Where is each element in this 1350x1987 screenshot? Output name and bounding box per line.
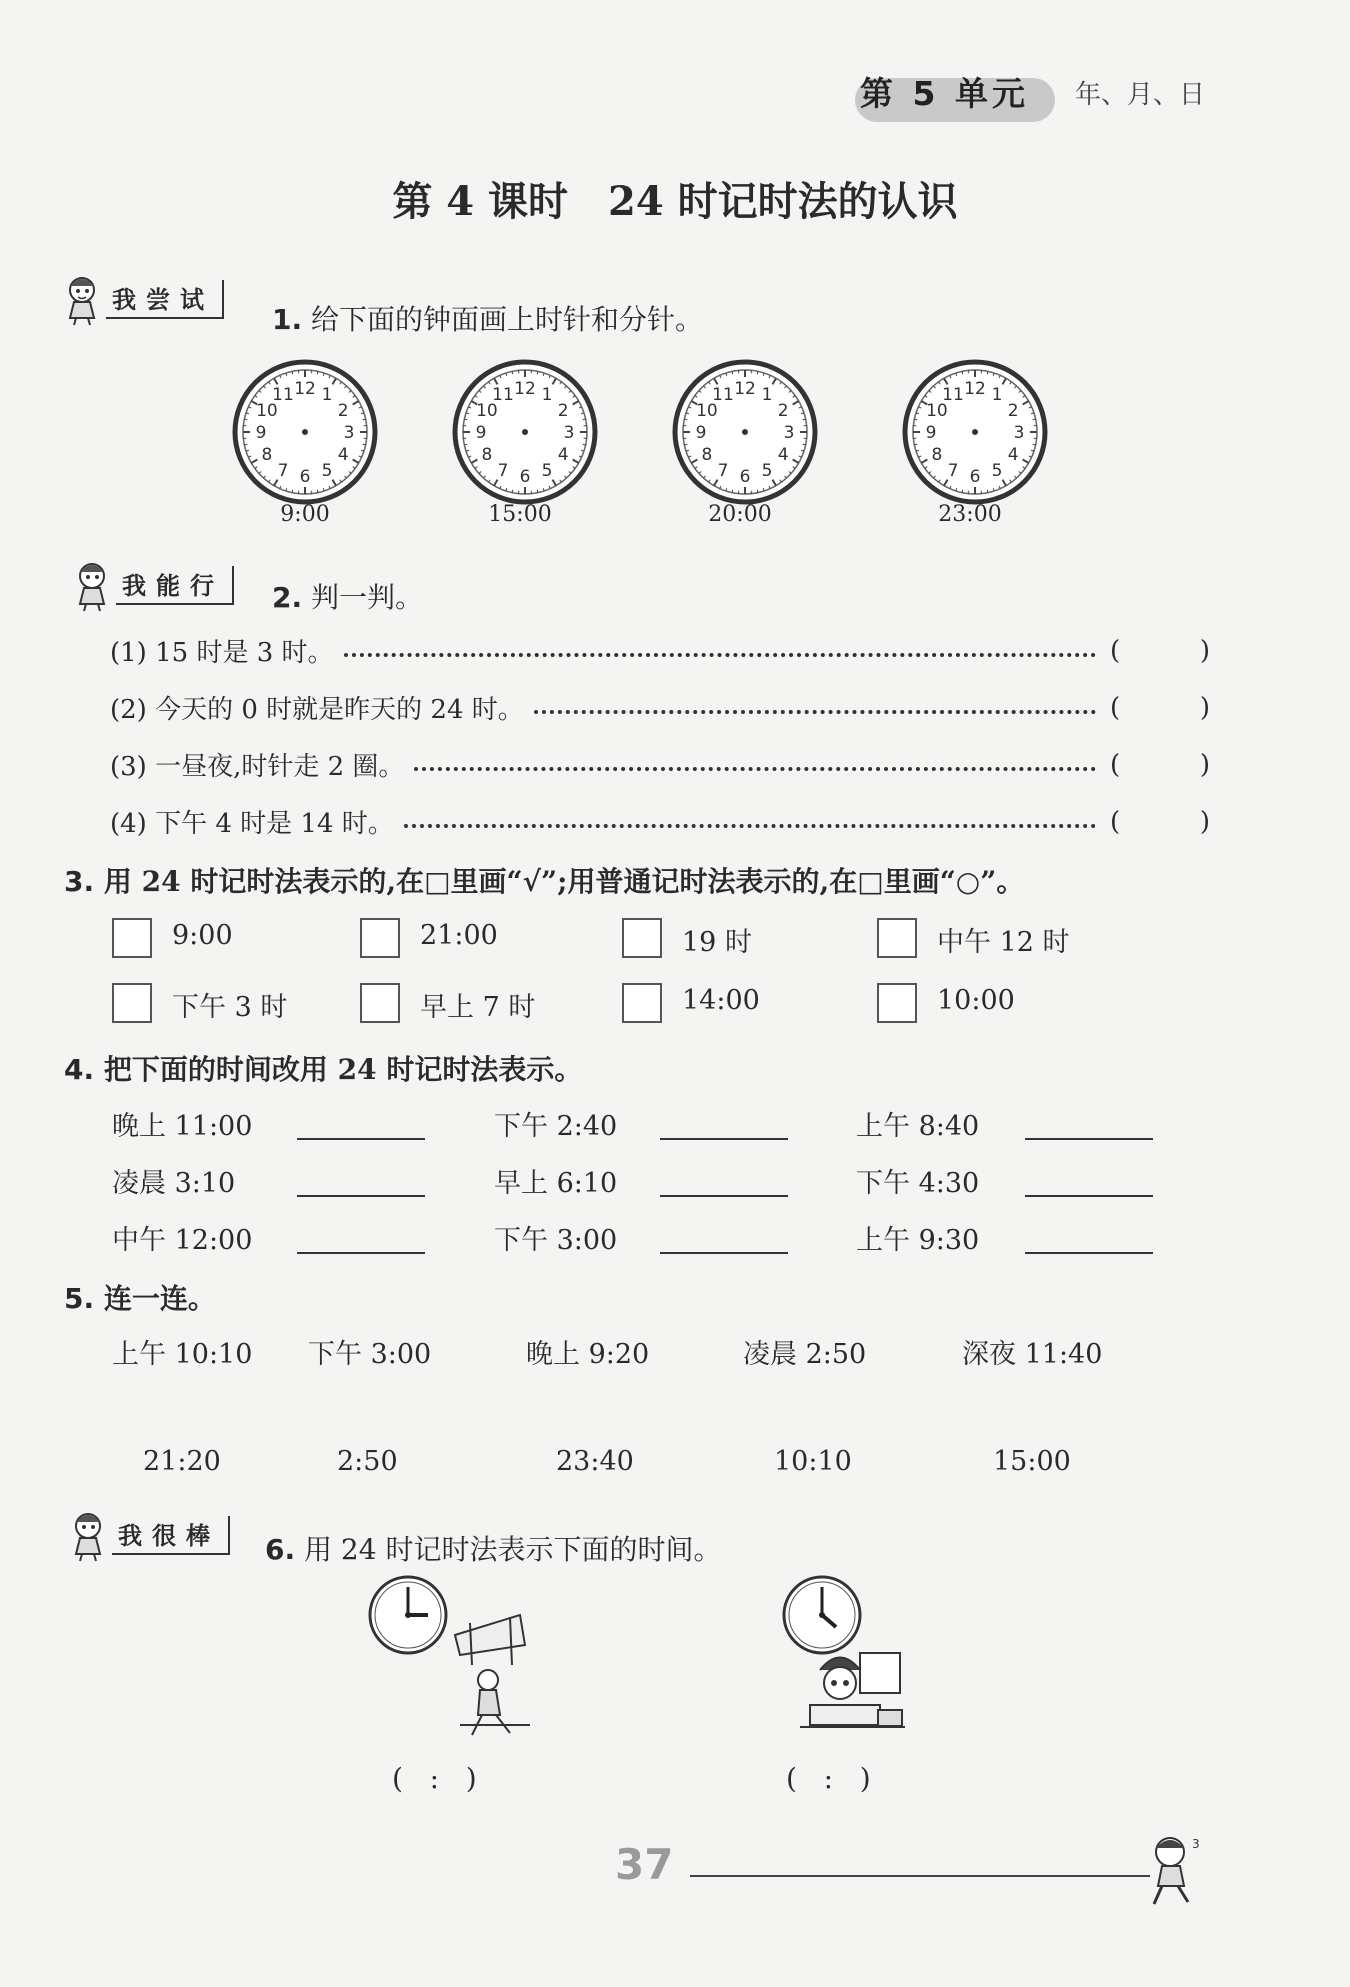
answer-parentheses[interactable]: ( ) xyxy=(1110,806,1210,837)
clock-center xyxy=(972,429,978,435)
unit-topic: 年、月、日 xyxy=(1075,80,1206,110)
clock-numeral: 2 xyxy=(557,401,569,421)
q4-time: 凌晨 3:10 xyxy=(112,1168,236,1199)
clock-numeral: 4 xyxy=(557,445,569,465)
checkbox[interactable] xyxy=(112,918,152,958)
match-bottom-item[interactable]: 21:20 xyxy=(143,1446,221,1477)
match-bottom-item[interactable]: 23:40 xyxy=(556,1446,634,1477)
clock-numeral: 4 xyxy=(777,445,789,465)
judge-item-3 xyxy=(110,746,1210,783)
clock-tick xyxy=(684,444,687,445)
clock-tick xyxy=(757,371,758,374)
q6-answer-2[interactable]: ( : ) xyxy=(786,1762,871,1795)
answer-blank[interactable] xyxy=(660,1252,788,1254)
q3-option: 早上 7 时 xyxy=(420,992,536,1023)
svg-text:3: 3 xyxy=(1192,1837,1200,1851)
clock-numeral: 1 xyxy=(991,384,1003,405)
q6-prompt xyxy=(265,1528,721,1568)
clock-tick xyxy=(803,419,806,420)
q3-option: 9:00 xyxy=(172,920,233,951)
q4-time: 下午 2:40 xyxy=(494,1111,618,1142)
q5-text: 连一连。 xyxy=(103,1282,216,1315)
q1-text: 给下面的钟面画上时针和分针。 xyxy=(311,303,704,336)
clock-tick xyxy=(803,444,806,445)
badge-can xyxy=(70,558,234,612)
clock-numeral: 3 xyxy=(563,423,575,443)
clock-numeral: 7 xyxy=(497,461,509,482)
match-top-item[interactable]: 下午 3:00 xyxy=(308,1339,432,1370)
q3-option: 19 时 xyxy=(682,927,752,958)
clock-numeral: 9 xyxy=(475,423,487,443)
clock-numeral: 12 xyxy=(734,379,756,399)
clock-face-icon[interactable] xyxy=(905,362,1045,502)
clock-tick xyxy=(363,444,366,445)
clock-label-4: 23:00 xyxy=(938,502,1002,527)
leader-dots xyxy=(344,653,1096,657)
clock-tick xyxy=(317,371,318,374)
answer-parentheses[interactable]: ( ) xyxy=(1110,692,1210,723)
clock-numeral: 9 xyxy=(255,423,267,443)
judge-item-label: (1) 15 时是 3 时。 xyxy=(110,638,334,668)
clock-boy-illustration xyxy=(360,1575,540,1745)
clock-numeral: 7 xyxy=(717,461,729,482)
clock-face-icon[interactable] xyxy=(455,362,595,502)
answer-blank[interactable] xyxy=(1025,1252,1153,1254)
q3-option: 中午 12 时 xyxy=(937,927,1070,958)
clock-tick xyxy=(962,490,963,493)
judge-item-1 xyxy=(110,632,1210,669)
clock-center xyxy=(302,429,308,435)
q1-number: 1. xyxy=(272,303,303,336)
clock-tick xyxy=(914,419,917,420)
clock-tick xyxy=(583,419,586,420)
clock-numeral: 4 xyxy=(1007,445,1019,465)
q2-number: 2. xyxy=(272,581,303,614)
q4-time: 中午 12:00 xyxy=(112,1225,253,1256)
clock-numeral: 1 xyxy=(761,384,773,405)
leader-dots xyxy=(404,824,1096,828)
clock-numeral: 5 xyxy=(761,461,773,482)
badge-great-label: 我很棒 xyxy=(112,1516,230,1555)
clock-numeral: 5 xyxy=(541,461,553,482)
match-top-item[interactable]: 深夜 11:40 xyxy=(962,1339,1103,1370)
match-top-item[interactable]: 晚上 9:20 xyxy=(526,1339,650,1370)
q5-prompt xyxy=(64,1277,216,1317)
clock-tick xyxy=(1033,444,1036,445)
clock-numeral: 2 xyxy=(1007,401,1019,421)
girl-reading-icon xyxy=(800,1653,905,1727)
answer-blank[interactable] xyxy=(1025,1195,1153,1197)
lesson-title: 第 4 课时 24 时记时法的认识 xyxy=(392,178,958,225)
match-bottom-item[interactable]: 10:10 xyxy=(774,1446,852,1477)
clock-face-icon[interactable] xyxy=(675,362,815,502)
answer-blank[interactable] xyxy=(660,1195,788,1197)
clock-numeral: 6 xyxy=(969,467,981,487)
leader-dots xyxy=(534,710,1096,714)
clock-numeral: 3 xyxy=(1013,423,1025,443)
q4-number: 4. xyxy=(64,1053,95,1086)
clock-numeral: 9 xyxy=(695,423,707,443)
clock-tick xyxy=(962,371,963,374)
clock-tick xyxy=(757,490,758,493)
running-kid-icon xyxy=(1140,1830,1210,1910)
clock-tick xyxy=(987,371,988,374)
answer-blank[interactable] xyxy=(1025,1138,1153,1140)
clock-tick xyxy=(464,444,467,445)
answer-blank[interactable] xyxy=(660,1138,788,1140)
q6-answer-1[interactable]: ( : ) xyxy=(392,1762,477,1795)
clock-tick xyxy=(512,371,513,374)
q3-option: 下午 3 时 xyxy=(172,992,288,1023)
clock-tick xyxy=(987,490,988,493)
clock-center xyxy=(522,429,528,435)
clock-numeral: 5 xyxy=(991,461,1003,482)
clock-tick xyxy=(732,490,733,493)
clock-numeral: 12 xyxy=(964,379,986,399)
q2-text: 判一判。 xyxy=(311,581,424,614)
clock-numeral: 3 xyxy=(783,423,795,443)
clock-face-icon[interactable] xyxy=(235,362,375,502)
clock-faces xyxy=(0,0,1350,560)
clock-tick xyxy=(537,371,538,374)
unit-label: 第 5 单元 xyxy=(860,74,1029,113)
boy-with-kite-icon xyxy=(455,1615,530,1735)
checkbox[interactable] xyxy=(360,983,400,1023)
q2-prompt xyxy=(272,576,423,616)
clock-numeral: 5 xyxy=(321,461,333,482)
clock-numeral: 6 xyxy=(299,467,311,487)
badge-can-label: 我能行 xyxy=(116,566,234,605)
clock-tick xyxy=(292,371,293,374)
match-top-item[interactable]: 上午 10:10 xyxy=(112,1339,253,1370)
footer-rule xyxy=(690,1875,1150,1877)
clock-tick xyxy=(244,444,247,445)
judge-item-2 xyxy=(110,689,1210,726)
girl-mascot-icon xyxy=(70,558,116,612)
match-top-item[interactable]: 凌晨 2:50 xyxy=(743,1339,867,1370)
clock-numeral: 2 xyxy=(337,401,349,421)
judge-item-label: (4) 下午 4 时是 14 时。 xyxy=(110,809,394,839)
clock-numeral: 7 xyxy=(947,461,959,482)
answer-blank[interactable] xyxy=(297,1195,425,1197)
clock-tick xyxy=(583,444,586,445)
clock-tick xyxy=(1033,419,1036,420)
q4-time: 下午 3:00 xyxy=(494,1225,618,1256)
girl-mascot-icon xyxy=(66,1508,112,1562)
clock-tick xyxy=(244,419,247,420)
clock-numeral: 1 xyxy=(541,384,553,405)
clock-numeral: 11 xyxy=(712,384,734,405)
checkbox[interactable] xyxy=(112,983,152,1023)
q4-time: 上午 8:40 xyxy=(856,1111,980,1142)
q4-prompt xyxy=(64,1048,582,1088)
clock-numeral: 1 xyxy=(321,384,333,405)
clock-label-3: 20:00 xyxy=(708,502,772,527)
q3-text: 用 24 时记时法表示的,在□里画“√”;用普通记时法表示的,在□里画“○”。 xyxy=(103,865,1025,898)
clock-tick xyxy=(512,490,513,493)
match-bottom-item[interactable]: 15:00 xyxy=(993,1446,1071,1477)
q6-text: 用 24 时记时法表示下面的时间。 xyxy=(304,1533,722,1566)
clock-numeral: 7 xyxy=(277,461,289,482)
answer-blank[interactable] xyxy=(297,1252,425,1254)
clock-tick xyxy=(292,490,293,493)
clock-tick xyxy=(317,490,318,493)
checkbox[interactable] xyxy=(622,983,662,1023)
clock-numeral: 8 xyxy=(261,445,273,465)
q3-number: 3. xyxy=(64,865,95,898)
clock-numeral: 8 xyxy=(701,445,713,465)
answer-parentheses[interactable]: ( ) xyxy=(1110,635,1210,666)
q5-number: 5. xyxy=(64,1282,95,1315)
checkbox[interactable] xyxy=(877,983,917,1023)
clock-center xyxy=(742,429,748,435)
clock-girl-illustration xyxy=(780,1575,910,1745)
clock-numeral: 2 xyxy=(777,401,789,421)
q3-option: 21:00 xyxy=(420,920,498,951)
q3-option: 10:00 xyxy=(937,985,1015,1016)
clock-tick xyxy=(363,419,366,420)
clock-icon xyxy=(370,1577,446,1653)
clock-numeral: 12 xyxy=(514,379,536,399)
clock-numeral: 9 xyxy=(925,423,937,443)
badge-great xyxy=(66,1508,230,1562)
clock-numeral: 12 xyxy=(294,379,316,399)
judge-item-label: (3) 一昼夜,时针走 2 圈。 xyxy=(110,752,405,782)
clock-numeral: 10 xyxy=(696,401,718,421)
answer-blank[interactable] xyxy=(297,1138,425,1140)
q4-time: 上午 9:30 xyxy=(856,1225,980,1256)
answer-parentheses[interactable]: ( ) xyxy=(1110,749,1210,780)
page-number: 37 xyxy=(615,1840,674,1889)
clock-numeral: 6 xyxy=(739,467,751,487)
clock-numeral: 3 xyxy=(343,423,355,443)
clock-label-2: 15:00 xyxy=(488,502,552,527)
q4-text: 把下面的时间改用 24 时记时法表示。 xyxy=(103,1053,583,1086)
q3-prompt xyxy=(64,860,1024,900)
q3-option: 14:00 xyxy=(682,985,760,1016)
clock-numeral: 11 xyxy=(942,384,964,405)
judge-item-label: (2) 今天的 0 时就是昨天的 24 时。 xyxy=(110,695,524,725)
leader-dots xyxy=(414,767,1096,771)
checkbox[interactable] xyxy=(877,918,917,958)
clock-tick xyxy=(537,490,538,493)
clock-tick xyxy=(914,444,917,445)
q4-time: 晚上 11:00 xyxy=(112,1111,253,1142)
clock-numeral: 11 xyxy=(272,384,294,405)
clock-label-1: 9:00 xyxy=(280,502,330,527)
judge-item-4 xyxy=(110,803,1210,840)
clock-numeral: 4 xyxy=(337,445,349,465)
checkbox[interactable] xyxy=(622,918,662,958)
q6-number: 6. xyxy=(265,1533,296,1566)
q4-time: 下午 4:30 xyxy=(856,1168,980,1199)
clock-tick xyxy=(732,371,733,374)
q4-time: 早上 6:10 xyxy=(494,1168,618,1199)
clock-numeral: 10 xyxy=(926,401,948,421)
clock-numeral: 8 xyxy=(931,445,943,465)
clock-numeral: 10 xyxy=(256,401,278,421)
clock-numeral: 6 xyxy=(519,467,531,487)
clock-tick xyxy=(464,419,467,420)
checkbox[interactable] xyxy=(360,918,400,958)
clock-icon xyxy=(784,1577,860,1653)
clock-numeral: 10 xyxy=(476,401,498,421)
clock-tick xyxy=(684,419,687,420)
clock-numeral: 11 xyxy=(492,384,514,405)
match-bottom-item[interactable]: 2:50 xyxy=(337,1446,398,1477)
clock-numeral: 8 xyxy=(481,445,493,465)
badge-try-label: 我尝试 xyxy=(106,280,224,319)
